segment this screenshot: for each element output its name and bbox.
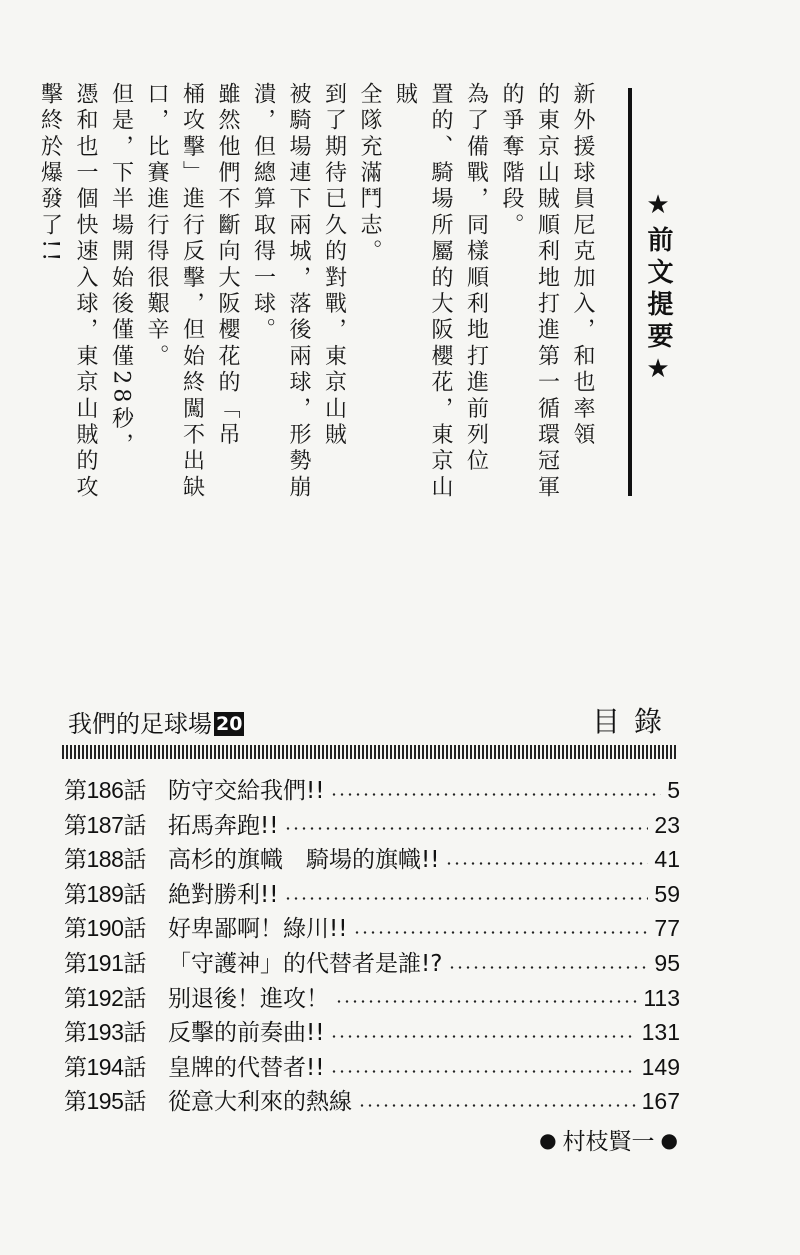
- synopsis-line: 雖然他們不斷向大阪櫻花的「吊: [215, 82, 240, 449]
- chapter-title: 拓馬奔跑!!: [168, 812, 279, 839]
- chapter-number: 第191話: [64, 949, 146, 976]
- synopsis-line: 擊終於爆發了!!: [37, 82, 63, 266]
- bullet-icon: ●: [539, 1127, 557, 1152]
- chapter-number: 第187話: [64, 811, 146, 838]
- toc-row[interactable]: [64, 1049, 680, 1084]
- toc-row[interactable]: [64, 910, 680, 945]
- synopsis-rule: [628, 88, 632, 496]
- synopsis-body: [32, 82, 600, 502]
- synopsis-line: 為了備戰，同樣順利地打進前列位: [463, 82, 489, 475]
- chapter-title: 别退後！進攻！: [168, 985, 329, 1012]
- dot-leader: [330, 793, 661, 796]
- page-number: 95: [654, 949, 680, 976]
- chapter-title: 反擊的前奏曲!!: [168, 1020, 325, 1047]
- chapter-title: 皇牌的代替者!!: [168, 1054, 325, 1081]
- dot-leader: [353, 931, 648, 934]
- chapter-title: 「守護神」的代替者是誰!?: [168, 950, 443, 977]
- chapter-number: 第188話: [64, 846, 146, 873]
- page-number: 167: [641, 1088, 680, 1115]
- chapter-title: 防守交給我們!!: [168, 778, 325, 804]
- dot-leader: [445, 862, 648, 865]
- chapter-title: 好卑鄙啊！綠川!!: [168, 916, 348, 943]
- toc-row[interactable]: [64, 980, 680, 1015]
- page-number: 131: [641, 1019, 680, 1046]
- dot-leader: [284, 827, 648, 830]
- toc-heading: 目錄: [591, 705, 676, 738]
- synopsis-line: 口，比賽進行得很艱辛。: [144, 82, 169, 371]
- toc-row[interactable]: [64, 772, 680, 807]
- volume-badge: 20: [216, 713, 243, 735]
- chapter-number: 第189話: [64, 880, 146, 907]
- synopsis-line: 憑和也一個快速入球，東京山賊的攻: [73, 82, 98, 502]
- chapter-number: 第194話: [64, 1053, 146, 1080]
- toc-list: [64, 772, 680, 1118]
- toc-row[interactable]: [64, 1014, 680, 1049]
- dot-leader: [358, 1104, 636, 1107]
- dot-leader: [284, 897, 648, 900]
- chapter-number: 第192話: [64, 984, 146, 1011]
- dot-leader: [330, 1070, 635, 1073]
- hatch-rule: [62, 745, 678, 759]
- synopsis-heading: ★前文提要★: [643, 190, 673, 390]
- synopsis-line: 新外援球員尼克加入，和也率領: [570, 82, 595, 449]
- author-name: 村枝賢一: [562, 1129, 655, 1155]
- toc-row[interactable]: [64, 841, 680, 876]
- chapter-number: 第190話: [64, 915, 146, 942]
- dot-leader: [335, 1000, 637, 1003]
- chapter-number: 第193話: [64, 1019, 146, 1046]
- toc-row[interactable]: [64, 807, 680, 842]
- toc-row[interactable]: [64, 876, 680, 911]
- chapter-title: 絶對勝利!!: [168, 881, 279, 908]
- page-number: 23: [654, 811, 680, 838]
- synopsis-line: 到了期待已久的對戰，東京山賊: [321, 82, 347, 449]
- synopsis-line: 置的、騎場所屬的大阪櫻花，東京山賊: [392, 82, 453, 502]
- contents-header: [62, 700, 680, 740]
- page-number: 5: [667, 777, 680, 803]
- book-title: [68, 704, 244, 739]
- bullet-icon: ●: [660, 1127, 678, 1152]
- toc-row[interactable]: [64, 945, 680, 980]
- dot-leader: [330, 1035, 635, 1038]
- synopsis-line: 的東京山賊順利地打進第一循環冠軍: [534, 82, 560, 502]
- chapter-number: 第186話: [64, 777, 146, 803]
- synopsis-line: 的爭奪階段。: [499, 82, 524, 240]
- synopsis-line: 桶攻擊」進行反擊，但始終闖不出缺: [179, 82, 205, 502]
- author-line: [539, 1123, 678, 1156]
- chapter-title: 從意大利來的熱線: [168, 1089, 352, 1116]
- synopsis-line: 但是，下半場開始後僅僅28秒，: [108, 82, 134, 459]
- chapter-title: 高杉的旗幟 騎場的旗幟!!: [168, 847, 440, 874]
- page-number: 113: [643, 984, 680, 1011]
- dot-leader: [448, 966, 648, 969]
- synopsis-line: 潰，但總算取得一球。: [250, 82, 276, 344]
- toc-row[interactable]: [64, 1083, 680, 1118]
- synopsis-line: 全隊充滿鬥志。: [357, 82, 382, 266]
- synopsis-line: 被騎場連下兩城，落後兩球，形勢崩: [286, 82, 311, 502]
- chapter-number: 第195話: [64, 1088, 146, 1115]
- book-title-text: 我們的足球場: [68, 710, 212, 738]
- page-number: 77: [654, 915, 680, 942]
- page-number: 149: [641, 1053, 680, 1080]
- page-number: 41: [654, 846, 680, 873]
- page-number: 59: [654, 880, 680, 907]
